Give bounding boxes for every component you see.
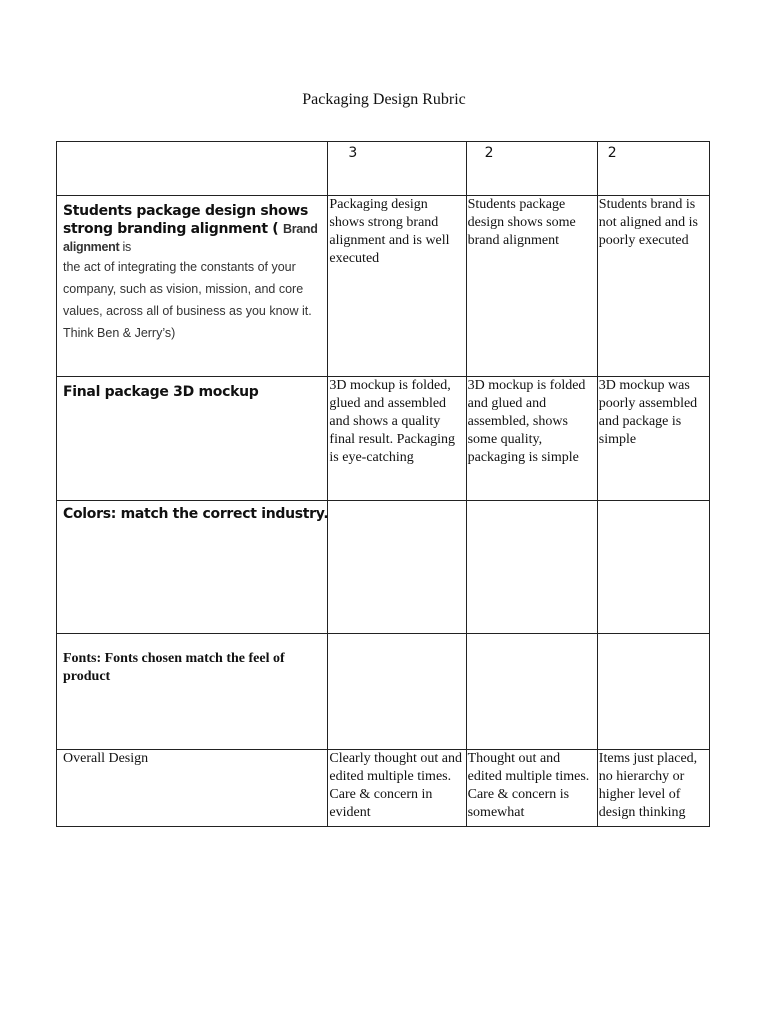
- rubric-cell: [466, 634, 597, 750]
- criterion-branding: [57, 196, 328, 377]
- score-header-3: 2: [597, 142, 709, 196]
- score-header-2: 2: [466, 142, 597, 196]
- rubric-cell: Thought out and edited multiple times. Care & concern is somewhat: [466, 750, 597, 827]
- rubric-cell: [466, 501, 597, 634]
- criterion-fonts: Fonts: Fonts chosen match the feel of product: [57, 634, 328, 750]
- rubric-header-row: [57, 142, 710, 196]
- rubric-cell: 3D mockup is folded, glued and assembled and shows a quality final result. Packaging is eye-catching: [328, 377, 466, 501]
- rubric-cell: 3D mockup is folded and glued and assembled, shows some quality, packaging is simple: [466, 377, 597, 501]
- criterion-branding-description: the act of integrating the constants of your company, such as vision, mission, and core values, across all of business as you know it. Think Ben & Jerry’s): [63, 260, 312, 340]
- rubric-row-colors: [57, 501, 710, 634]
- rubric-cell: Items just placed, no hierarchy or higher level of design thinking: [597, 750, 709, 827]
- rubric-cell: Students package design shows some brand alignment: [466, 196, 597, 377]
- criterion-branding-definition-term: Brand alignment is: [63, 222, 318, 254]
- score-header-1: 3: [328, 142, 466, 196]
- document-title: Packaging Design Rubric: [302, 91, 466, 108]
- rubric-cell: [328, 501, 466, 634]
- criterion-colors: Colors: match the correct industry.: [57, 501, 328, 634]
- rubric-row-fonts: [57, 634, 710, 750]
- criterion-branding-paren: (: [272, 221, 279, 237]
- rubric-row-overall: [57, 750, 710, 827]
- rubric-cell: Packaging design shows strong brand alignment and is well executed: [328, 196, 466, 377]
- rubric-cell: Students brand is not aligned and is poorly executed: [597, 196, 709, 377]
- rubric-table: [56, 141, 710, 827]
- rubric-cell: [597, 501, 709, 634]
- rubric-cell: Clearly thought out and edited multiple times. Care & concern in evident: [328, 750, 466, 827]
- criterion-mockup: Final package 3D mockup: [57, 377, 328, 501]
- criterion-branding-title: Students package design shows strong branding alignment: [63, 203, 309, 237]
- rubric-cell: [328, 634, 466, 750]
- criterion-overall: Overall Design: [57, 750, 328, 827]
- rubric-row-mockup: [57, 377, 710, 501]
- rubric-row-branding: [57, 196, 710, 377]
- rubric-cell: [597, 634, 709, 750]
- rubric-cell: 3D mockup was poorly assembled and package is simple: [597, 377, 709, 501]
- header-empty-cell: [57, 142, 328, 196]
